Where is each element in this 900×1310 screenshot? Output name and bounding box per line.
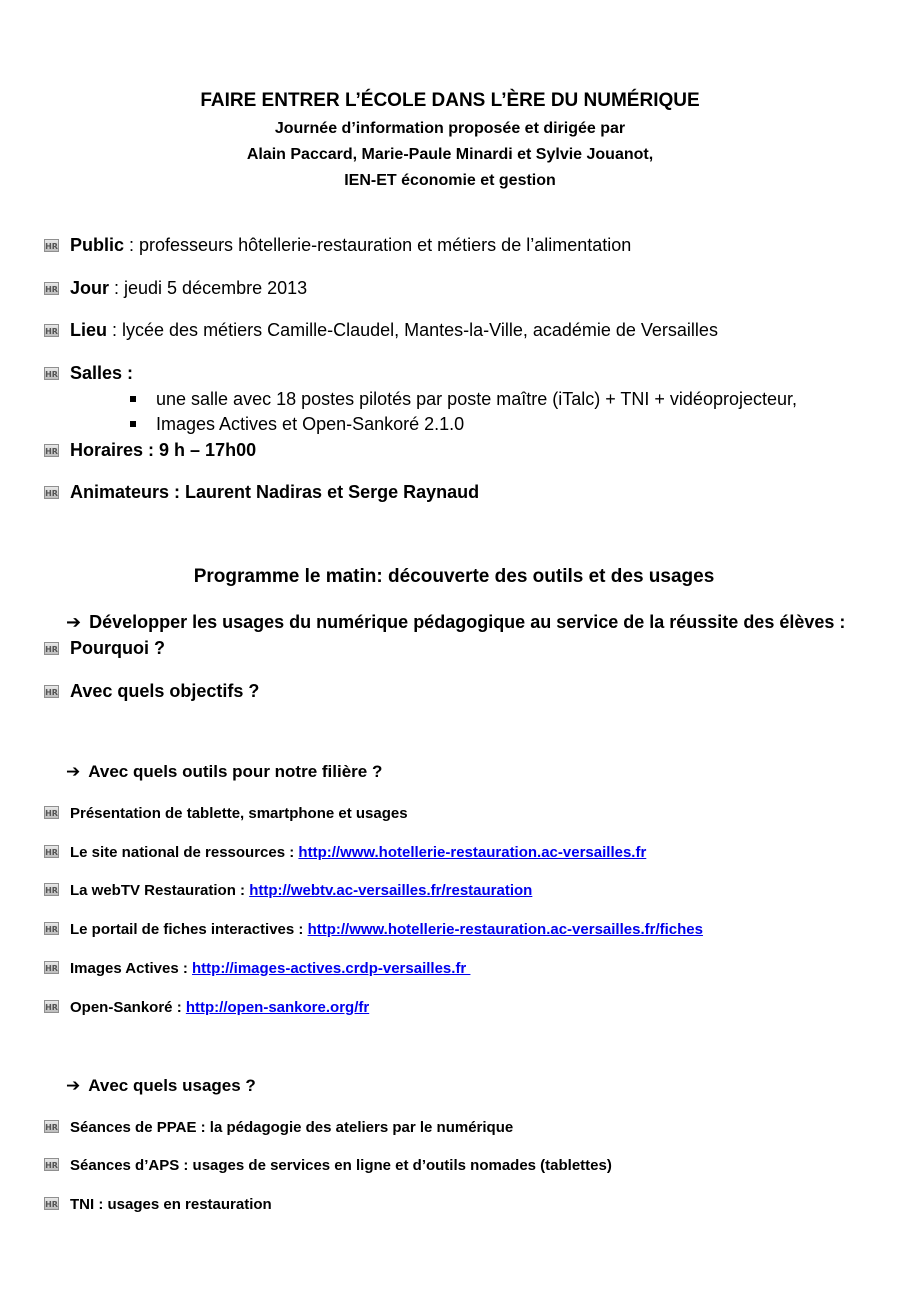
list-item [44,1196,880,1213]
section-heading-usages [66,1076,256,1096]
list-item [44,1157,880,1174]
public-value: : professeurs hôtellerie-restauration et métiers de l’alimentation [124,235,632,255]
list-item [44,999,880,1016]
list-item [44,1119,880,1136]
section-heading-tools [66,762,382,782]
webtv-link[interactable]: http://webtv.ac-versailles.fr/restauration [249,882,533,899]
hr-bullet-icon: HR [44,806,59,819]
list-item-text: Le portail de fiches interactives : [70,921,308,938]
lieu-value: : lycée des métiers Camille-Claudel, Mantes-la-Ville, académie de Versailles [107,320,718,340]
list-item [44,882,880,899]
list-item [44,681,880,702]
hr-bullet-icon: HR [44,367,59,380]
horaires-text: Horaires : 9 h – 17h00 [70,440,257,460]
list-item-text: Séances de PPAE : la pédagogie des ateliers par le numérique [70,1119,514,1136]
hr-bullet-icon: HR [44,282,59,295]
hr-bullet-icon: HR [44,1197,59,1210]
section-heading-text: Développer les usages du numérique pédagogique au service de la réussite des élèves : [89,612,846,632]
hr-bullet-icon: HR [44,1158,59,1171]
list-item-text: Le site national de ressources : [70,844,299,861]
list-item-text: TNI : usages en restauration [70,1196,272,1213]
list-item [44,921,880,938]
salles-item [130,414,464,435]
info-jour [44,278,880,299]
lieu-label: Lieu [70,320,108,340]
list-item-text: La webTV Restauration : [70,882,250,899]
fiches-link[interactable]: http://www.hotellerie-restauration.ac-versailles.fr/fiches [307,921,703,938]
info-lieu [44,320,880,341]
salles-item [130,389,797,410]
images-actives-link[interactable]: http://images-actives.crdp-versailles.fr [192,960,471,977]
info-salles [44,363,880,384]
hr-bullet-icon: HR [44,324,59,337]
arrow-right-icon: ➔ [66,762,81,781]
hr-bullet-icon: HR [44,486,59,499]
salles-item-text: une salle avec 18 postes pilotés par poste maître (iTalc) + TNI + vidéoprojecteur, [156,389,798,409]
hr-bullet-icon: HR [44,239,59,252]
list-item [44,638,880,659]
document-title: FAIRE ENTRER L’ÉCOLE DANS L’ÈRE DU NUMÉRIQUE [200,90,700,111]
arrow-right-icon: ➔ [66,1076,81,1095]
list-item-text: Présentation de tablette, smartphone et usages [70,805,408,822]
arrow-right-icon: ➔ [66,612,82,632]
organizers-role-line: IEN-ET économie et gestion [344,172,556,189]
list-item [44,844,880,861]
hr-bullet-icon: HR [44,922,59,935]
section-heading-text: Avec quels usages ? [88,1076,256,1095]
section-heading-text: Avec quels outils pour notre filière ? [88,762,383,781]
jour-value: : jeudi 5 décembre 2013 [109,278,308,298]
programme-title: Programme le matin: découverte des outils et des usages [193,566,715,587]
list-item-text: Pourquoi ? [70,638,165,658]
list-item-text: Open-Sankoré : [70,999,186,1016]
public-label: Public [70,235,125,255]
salles-item-text: Images Actives et Open-Sankoré 2.1.0 [156,414,465,434]
info-animateurs [44,482,880,503]
info-horaires [44,440,880,461]
list-item-text: Avec quels objectifs ? [70,681,260,701]
resource-link[interactable]: http://www.hotellerie-restauration.ac-versailles.fr [298,844,647,861]
animateurs-text: Animateurs : Laurent Nadiras et Serge Raynaud [70,482,480,502]
hr-bullet-icon: HR [44,883,59,896]
subtitle-line: Journée d’information proposée et dirigée par [274,120,626,137]
list-item [44,960,880,977]
organizers-line: Alain Paccard, Marie-Paule Minardi et Sylvie Jouanot, [246,146,654,163]
hr-bullet-icon: HR [44,685,59,698]
section-heading-develop [66,612,845,633]
info-public [44,235,880,256]
open-sankore-link[interactable]: http://open-sankore.org/fr [185,999,370,1016]
hr-bullet-icon: HR [44,845,59,858]
square-bullet-icon [130,396,136,402]
list-item-text: Images Actives : [70,960,192,977]
list-item-text: Séances d’APS : usages de services en ligne et d’outils nomades (tablettes) [70,1157,612,1174]
jour-label: Jour [70,278,110,298]
hr-bullet-icon: HR [44,1120,59,1133]
square-bullet-icon [130,421,136,427]
salles-label: Salles : [70,363,134,383]
hr-bullet-icon: HR [44,642,59,655]
list-item [44,805,880,822]
hr-bullet-icon: HR [44,1000,59,1013]
hr-bullet-icon: HR [44,961,59,974]
hr-bullet-icon: HR [44,444,59,457]
